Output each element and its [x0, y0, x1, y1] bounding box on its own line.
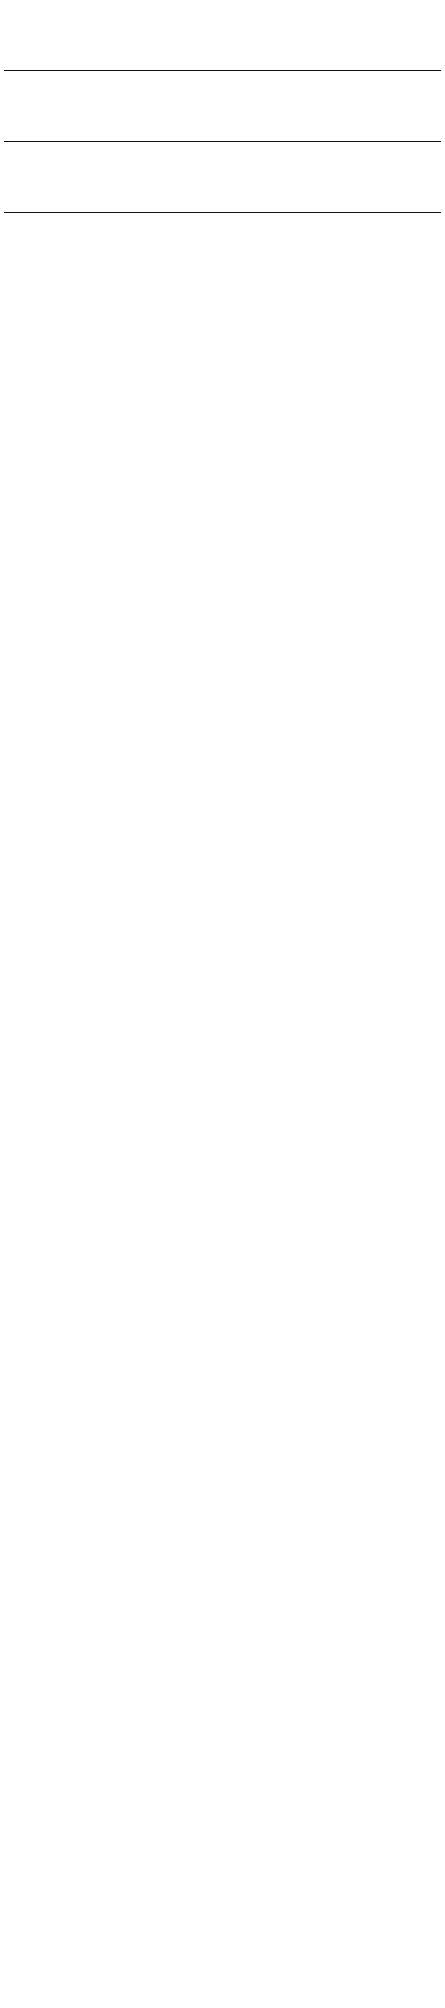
- station-header-3ya: [2, 85, 441, 141]
- station-header-3yc: [2, 156, 441, 212]
- station-header-2xn: [2, 14, 441, 70]
- header-rule: [4, 70, 441, 71]
- header-rule: [4, 212, 441, 213]
- header-rule: [4, 141, 441, 142]
